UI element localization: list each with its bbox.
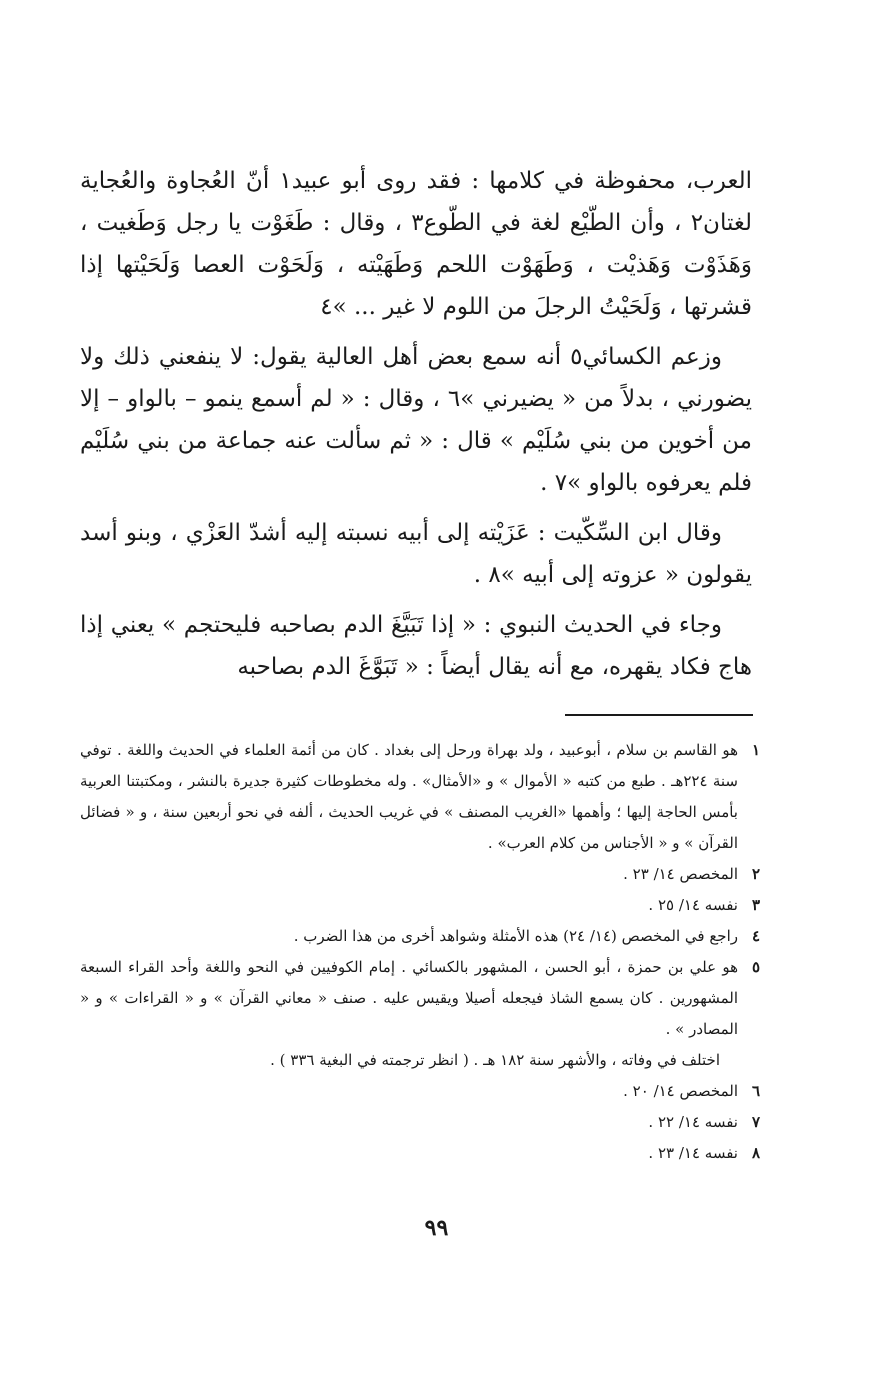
footnote-number: ٧ (751, 1113, 760, 1131)
footnote-text: المخصص ١٤/ ٢٠ . (623, 1082, 738, 1100)
footnote-7 (80, 1107, 760, 1138)
footnote-2 (80, 859, 760, 890)
footnote-number: ٥ (751, 958, 760, 976)
paragraph-3: وقال ابن السِّكّيت : عَزَيْته إلى أبيه نسبته إليه أشدّ العَزْي ، وبنو أسد يقولون « عزوته إلى أبيه »٨ . (80, 520, 752, 588)
footnotes-section (80, 735, 760, 1169)
footnote-number: ٨ (751, 1144, 760, 1162)
footnote-text: اختلف في وفاته ، والأشهر سنة ١٨٢ هـ . ( انظر ترجمته في البغية ٣٣٦ ) . (270, 1051, 720, 1069)
footnote-text: هو القاسم بن سلام ، أبوعبيد ، ولد بهراة ورحل إلى بغداد . كان من أئمة العلماء في الحديث واللغة . توفي سنة ٢٢٤هـ . طبع من كتبه « الأموال » و «الأمثال» . وله مخطوطات كثيرة جديرة بالنشر ، ومكتبتنا العربية بأمس الحاجة إليها ؛ وأهمها «الغريب المصنف » في غريب الحديث ، ألفه في نحو أربعين سنة ، و « فضائل القرآن » و « الأجناس من كلام العرب» . (80, 741, 738, 852)
footnote-number: ٣ (751, 896, 760, 914)
paragraph-2: وزعم الكسائي٥ أنه سمع بعض أهل العالية يقول: لا ينفعني ذلك ولا يضورني ، بدلاً من « يضيرني »٦ ، وقال : « لم أسمع ينمو – بالواو – إلا من أخوين من بني سُلَيْم » قال : « ثم سألت عنه جماعة من بني سُلَيْم فلم يعرفوه بالواو »٧ . (80, 344, 753, 496)
footnote-text: راجع في المخصص (١٤/ ٢٤) هذه الأمثلة وشواهد أخرى من هذا الضرب . (293, 927, 738, 945)
footnote-number: ٤ (751, 927, 760, 945)
footnote-5 (80, 952, 760, 1045)
footnote-number: ١ (751, 741, 760, 759)
footnote-text: نفسه ١٤/ ٢٥ . (648, 896, 738, 914)
footnote-8 (80, 1138, 760, 1169)
footnote-text: نفسه ١٤/ ٢٣ . (648, 1144, 738, 1162)
footnote-1 (80, 735, 760, 859)
page-number: ٩٩ (424, 1215, 449, 1241)
paragraph-4: وجاء في الحديث النبوي : « إذا تَبَيَّغَ الدم بصاحبه فليحتجم » يعني إذا هاج فكاد يقهره، مع أنه يقال أيضاً : « تَبَوَّغَ الدم بصاحبه (80, 612, 752, 680)
main-text-body (80, 160, 752, 696)
paragraph-1: العرب، محفوظة في كلامها : فقد روى أبو عبيد١ أنّ العُجاوة والعُجاية لغتان٢ ، وأن الطّيْع لغة في الطّوع٣ ، وقال : طَغَوْت يا رجل وَطَغيت ، وَهَذَوْت وَهَذيْت ، وَطَهَوْت اللحم وَطَهَيْته ، وَلَحَوْت العصا وَلَحَيْتها إذا قشرتها ، وَلَحَيْتُ الرجلَ من اللوم لا غير ... »٤ (80, 168, 752, 320)
footnote-6 (80, 1076, 760, 1107)
footnote-divider (565, 714, 753, 716)
footnote-4 (80, 921, 760, 952)
footnote-number: ٦ (751, 1082, 760, 1100)
footnote-text: هو علي بن حمزة ، أبو الحسن ، المشهور بالكسائي . إمام الكوفيين في النحو واللغة وأحد القراء السبعة المشهورين . كان يسمع الشاذ فيجعله أصيلا ويقيس عليه . صنف « معاني القرآن » و « القراءات » و « المصادر » . (80, 958, 738, 1038)
footnote-3 (80, 890, 760, 921)
footnote-number: ٢ (751, 865, 760, 883)
footnote-text: نفسه ١٤/ ٢٢ . (648, 1113, 738, 1131)
footnote-5-continuation (80, 1045, 760, 1076)
footnote-text: المخصص ١٤/ ٢٣ . (623, 865, 738, 883)
